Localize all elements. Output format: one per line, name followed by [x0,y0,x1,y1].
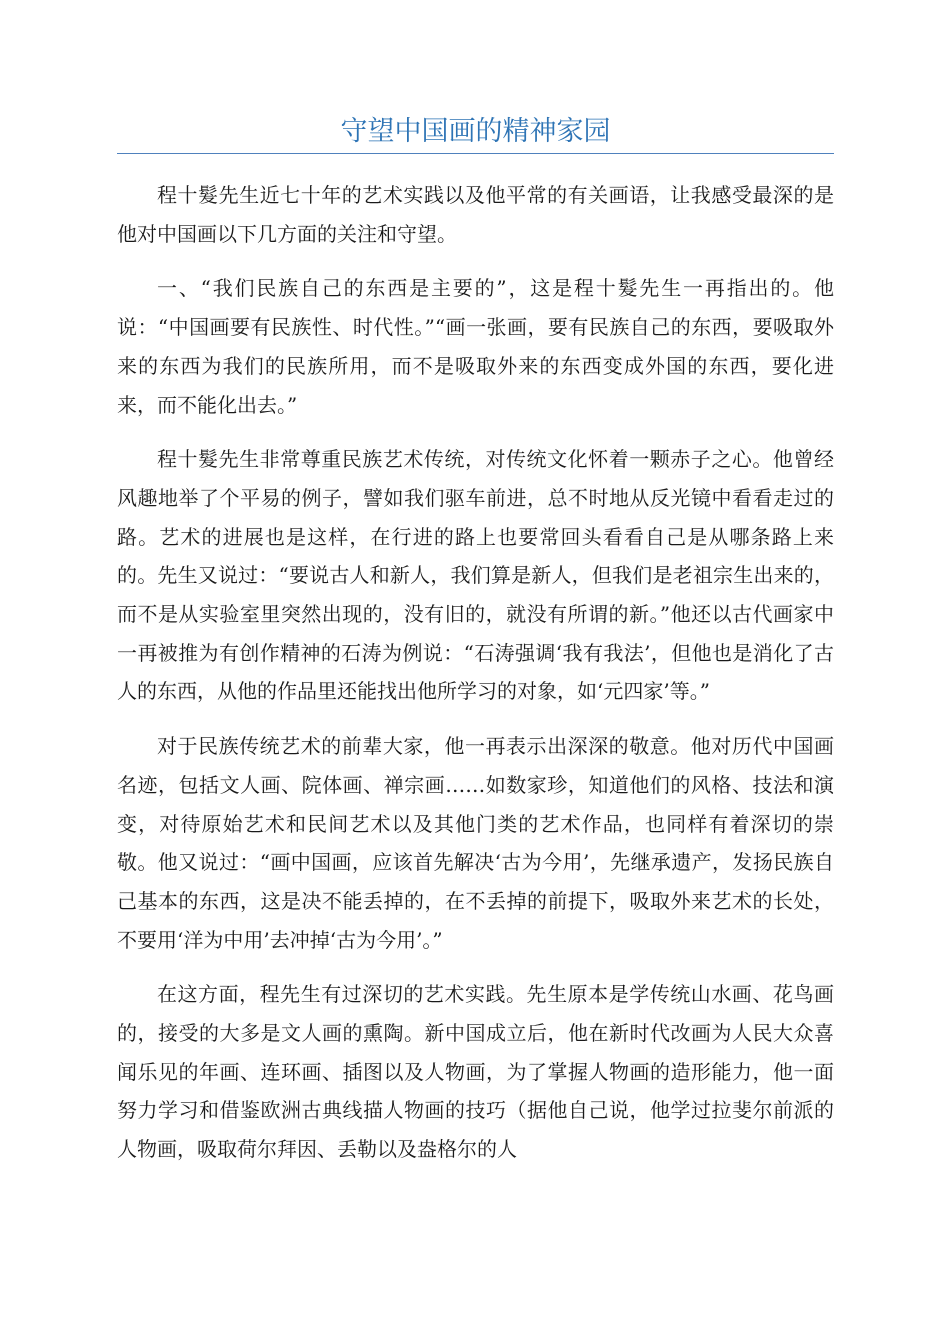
title-underline [117,153,834,154]
paragraph-3: 程十髮先生非常尊重民族艺术传统，对传统文化怀着一颗赤子之心。他曾经风趣地举了个平易的例子，譬如我们驱车前进，总不时地从反光镜中看看走过的路。艺术的进展也是这样，在行进的路上也要常回头看看自己是从哪条路上来的。先生又说过：“要说古人和新人，我们算是新人，但我们是老祖宗生出来的，而不是从实验室里突然出现的，没有旧的，就没有所谓的新。”他还以古代画家中一再被推为有创作精神的石涛为例说：“石涛强调‘我有我法’，但他也是消化了古人的东西，从他的作品里还能找出他所学习的对象，如‘元四家’等。” [117,447,834,704]
paragraph-1: 程十髮先生近七十年的艺术实践以及他平常的有关画语，让我感受最深的是他对中国画以下几方面的关注和守望。 [117,183,834,246]
paragraph-4: 对于民族传统艺术的前辈大家，他一再表示出深深的敬意。他对历代中国画名迹，包括文人画、院体画、禅宗画……如数家珍，知道他们的风格、技法和演变，对待原始艺术和民间艺术以及其他门类的艺术作品，也同样有着深切的崇敬。他又说过：“画中国画，应该首先解决‘古为今用’，先继承遗产，发扬民族自己基本的东西，这是决不能丢掉的，在不丢掉的前提下，吸取外来艺术的长处，不要用‘洋为中用’去冲掉‘古为今用’。” [117,734,834,952]
document-title: 守望中国画的精神家园 [340,116,611,147]
paragraph-5: 在这方面，程先生有过深切的艺术实践。先生原本是学传统山水画、花鸟画的，接受的大多是文人画的熏陶。新中国成立后，他在新时代改画为人民大众喜闻乐见的年画、连环画、插图以及人物画，为了掌握人物画的造形能力，他一面努力学习和借鉴欧洲古典线描人物画的技巧（据他自己说，他学过拉斐尔前派的人物画，吸取荷尔拜因、丢勒以及盎格尔的人 [117,982,834,1162]
paragraph-2: 一、“我们民族自己的东西是主要的”，这是程十髮先生一再指出的。他说：“中国画要有民族性、时代性。”“画一张画，要有民族自己的东西，要吸取外来的东西为我们的民族所用，而不是吸取外来的东西变成外国的东西，要化进来，而不能化出去。” [117,276,834,417]
document-body [117,176,834,1185]
